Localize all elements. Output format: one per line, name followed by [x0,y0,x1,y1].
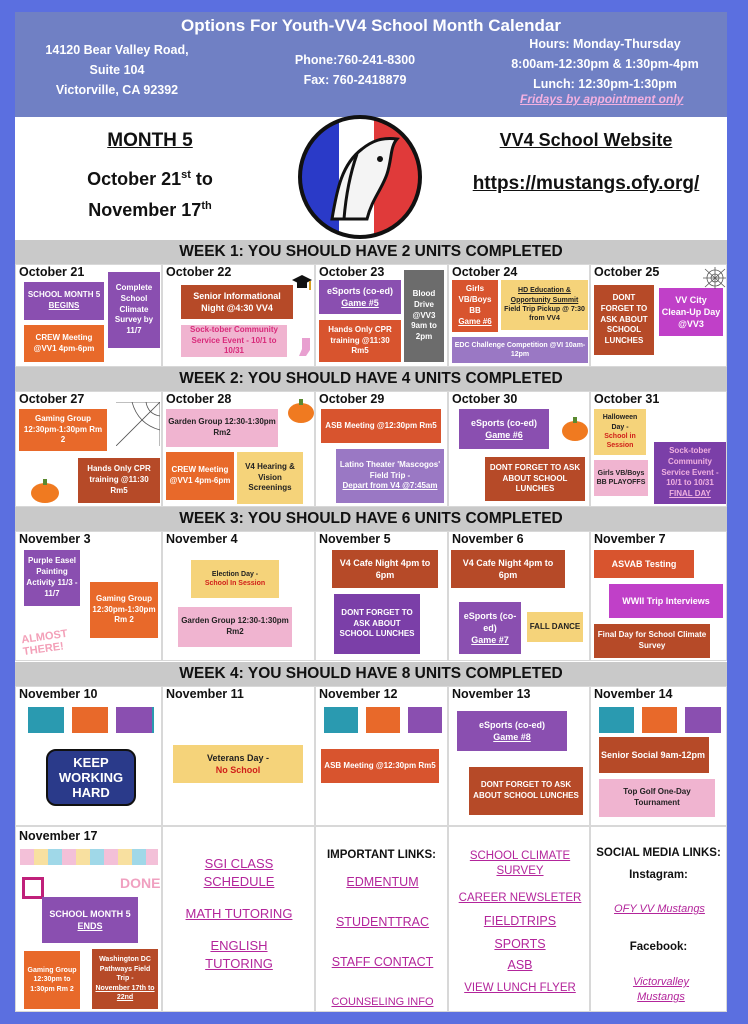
day-oct-27 [15,391,162,507]
event-purple-easel: Purple Easel Painting Activity 11/3 - 11/7 [24,550,80,606]
day-oct-25 [590,264,727,367]
day-nov-12 [315,686,448,826]
event-socktober: Sock-tober Community Service Event - 10/1 to 10/31 [181,325,287,357]
day-label: November 10 [19,687,98,701]
climate-survey-link[interactable]: SCHOOL CLIMATE SURVEY [469,850,571,877]
academic-links [183,855,295,987]
event-link[interactable]: Depart from V4 @7:45am [342,481,438,491]
day-nov-6 [448,531,590,661]
day-nov-11 [162,686,315,826]
event-lunch-reminder: DONT FORGET TO ASK ABOUT SCHOOL LUNCHES [485,457,585,501]
day-label: October 28 [166,392,232,406]
event-gaming-group: Gaming Group 12:30pm-1:30pm Rm 2 [90,582,158,638]
fax-number: Fax: 760-2418879 [303,73,407,87]
sgi-schedule-link[interactable]: SGI CLASS SCHEDULE [203,856,275,889]
contact-info [280,50,430,90]
event-text: No School [215,765,261,775]
facebook-link[interactable]: Victorvalley Mustangs [632,976,690,1003]
day-nov-13 [448,686,590,826]
done-text: DONE [120,875,161,891]
day-oct-21 [15,264,162,367]
event-cafe-night: V4 Cafe Night 4pm to 6pm [451,550,565,588]
event-edc-challenge: EDC Challenge Competition @VI 10am-12pm [452,337,588,363]
event-senior-social: Senior Social 9am-12pm [599,737,709,773]
day-label: October 30 [452,392,518,406]
week-3-banner: WEEK 3: YOU SHOULD HAVE 6 UNITS COMPLETED [15,507,727,531]
day-label: October 21 [19,265,85,279]
event-text: Sock-tober Community Service Event - 10/1 to 10/31 [661,446,719,488]
day-label: October 22 [166,265,232,279]
day-label: October 27 [19,392,85,406]
event-esports [459,409,549,449]
header-banner [15,12,727,117]
event-lunch-reminder: DONT FORGET TO ASK ABOUT SCHOOL LUNCHES [594,285,654,355]
papel-picado-banner [599,707,721,733]
papel-picado-banner [28,707,154,733]
day-label: November 13 [452,687,531,701]
event-climate-survey-final: Final Day for School Climate Survey [594,624,710,658]
event-link[interactable]: FINAL DAY [669,489,711,499]
day-label: November 14 [594,687,673,701]
day-label: October 23 [319,265,385,279]
event-text: Washington DC Pathways Field Trip - [99,956,151,983]
event-climate-survey: Complete School Climate Survey by 11/7 [108,272,160,348]
address-line: 14120 Bear Valley Road, [45,43,189,57]
career-newsletter-link[interactable]: CAREER NEWSLETER [458,892,582,904]
event-dc-trip [92,949,158,1009]
day-nov-17 [15,826,162,1012]
keep-working-hard-sticker: KEEP WORKING HARD [46,749,136,806]
address-line: Suite 104 [89,63,145,77]
day-oct-30 [448,391,590,507]
event-link[interactable]: BEGINS [48,301,80,310]
event-cafe-night: V4 Cafe Night 4pm to 6pm [332,550,438,588]
day-oct-29 [315,391,448,507]
event-month-ends [42,897,138,943]
lunch-flyer-link[interactable]: VIEW LUNCH FLYER [464,982,576,994]
staff-contact-link[interactable]: STAFF CONTACT [331,955,434,969]
links-col-1 [162,826,315,1012]
event-text: Halloween Day - [602,414,638,431]
day-label: November 5 [319,532,391,546]
event-garden-group: Garden Group 12:30-1:30pm Rm2 [178,607,292,647]
day-label: November 11 [166,687,244,701]
event-hearing-vision: V4 Hearing & Vision Screenings [237,452,303,504]
event-cpr-training: Hands Only CPR training @11:30 Rm5 [78,458,160,503]
event-link[interactable]: November 17th to 22nd [95,984,155,1002]
event-top-golf: Top Golf One-Day Tournament [599,779,715,817]
address-line: Victorville, CA 92392 [55,83,179,97]
event-halloween [594,409,646,455]
event-text: School In Session [204,580,266,587]
start-suffix: st [181,169,191,181]
fieldtrips-link[interactable]: FIELDTRIPS [483,914,557,928]
end-date: November 17 [88,200,202,220]
important-links-title: IMPORTANT LINKS: [326,849,437,861]
day-label: October 29 [319,392,385,406]
event-vb-bb-game [452,280,498,332]
month-range [55,162,245,224]
day-label: November 6 [452,532,524,546]
website-link[interactable]: https://mustangs.ofy.org/ [472,173,700,194]
event-text: HD Education & Opportunity Summit [510,287,579,304]
fridays-link[interactable]: Fridays by appointment only [520,92,684,106]
pumpkin-icon [287,398,315,424]
website-label: VV4 School Website [499,130,673,150]
event-text: eSports (co-ed) [326,285,393,296]
day-label: October 24 [452,265,518,279]
event-text: Veterans Day - [206,752,270,763]
day-label: November 3 [19,532,91,546]
day-oct-23 [315,264,448,367]
studenttrac-link[interactable]: STUDENTTRAC [335,915,430,929]
address [37,40,197,100]
calendar-page [15,12,727,1012]
end-suffix: th [201,200,212,212]
event-playoffs: Girls VB/Boys BB PLAYOFFS [594,460,648,496]
website-block [445,130,727,195]
facebook-label: Facebook: [629,941,688,953]
event-link[interactable]: Game #8 [493,732,531,742]
day-label: November 7 [594,532,666,546]
spiderweb-icon [116,402,160,446]
event-text: eSports (co-ed) [463,610,517,633]
social-links-title: SOCIAL MEDIA LINKS: [596,847,721,859]
event-cpr-training: Hands Only CPR training @11:30 Rm5 [319,320,401,362]
event-fall-dance: FALL DANCE [527,612,583,642]
asb-link[interactable]: ASB [507,958,533,972]
hours [485,34,725,94]
phone-number: Phone:760-241-8300 [294,53,416,67]
graduation-cap-icon [291,273,313,295]
month-block [55,130,245,224]
hours-line: Lunch: 12:30pm-1:30pm [533,77,677,91]
day-label: November 17 [19,829,98,843]
instagram-link-wrap [591,903,727,929]
bunting-banner [20,849,158,865]
event-asb-meeting: ASB Meeting @12:30pm Rm5 [321,409,441,443]
edmentum-link[interactable]: EDMENTUM [346,875,419,889]
event-lunch-reminder: DONT FORGET TO ASK ABOUT SCHOOL LUNCHES [334,594,420,654]
event-link[interactable]: Game #6 [458,316,492,326]
event-asb-meeting: ASB Meeting @12:30pm Rm5 [321,749,439,783]
day-oct-28 [162,391,315,507]
event-text: eSports (co-ed) [470,417,537,428]
counseling-info-link[interactable]: COUNSELING INFO [331,996,434,1008]
sock-icon [297,337,315,359]
pumpkin-icon [561,416,589,442]
day-oct-31 [590,391,727,507]
week-4-banner: WEEK 4: YOU SHOULD HAVE 8 UNITS COMPLETED [15,662,727,686]
papel-picado-banner [324,707,442,733]
event-text: SCHOOL MONTH 5 [49,908,131,919]
important-links [316,873,448,1012]
event-wwii-interviews: WWII Trip Interviews [609,584,723,618]
english-tutoring-link[interactable]: ENGLISH TUTORING [205,938,273,971]
math-tutoring-link[interactable]: MATH TUTORING [185,906,293,921]
checkbox-icon [22,877,44,899]
event-esports [459,602,521,654]
month-title: MONTH 5 [107,130,193,151]
event-text: Girls VB/Boys BB [458,284,492,315]
day-nov-4 [162,531,315,661]
event-senior-night: Senior Informational Night @4:30 VV4 [181,285,293,319]
event-esports [319,280,401,314]
instagram-link[interactable]: OFY VV Mustangs [614,903,705,915]
event-clean-up-day: VV City Clean-Up Day @VV3 [659,288,723,336]
event-text: eSports (co-ed) [478,719,545,730]
event-text: Election Day - [211,570,259,578]
event-gaming-group: Gaming Group 12:30pm-1:30pm Rm 2 [19,409,107,451]
day-nov-3 [15,531,162,661]
event-gaming-group: Gaming Group 12:30pm to 1:30pm Rm 2 [24,951,80,1009]
mustang-logo [298,115,422,239]
student-links [453,849,587,1010]
event-crew-meeting: CREW Meeting @VV1 4pm-6pm [24,325,104,362]
event-hd-summit [501,280,588,330]
event-link[interactable]: Game #5 [341,298,379,308]
day-oct-24 [448,264,590,367]
spiderweb-icon [703,267,727,289]
facebook-link-wrap [611,975,711,1012]
event-asvab: ASVAB Testing [594,550,694,578]
day-label: November 4 [166,532,238,546]
day-label: October 31 [594,392,660,406]
event-lunch-reminder: DONT FORGET TO ASK ABOUT SCHOOL LUNCHES [469,767,583,815]
event-text: Field Trip Pickup @ 7:30 from VV4 [504,306,585,323]
event-text: School in Session [604,433,636,450]
event-esports [457,711,567,751]
event-garden-group: Garden Group 12:30-1:30pm Rm2 [166,409,278,447]
day-nov-5 [315,531,448,661]
event-text: SCHOOL MONTH 5 [27,290,101,300]
event-socktober [654,442,726,504]
event-text: Latino Theater 'Mascogos' Field Trip - [339,459,441,480]
event-crew-meeting: CREW Meeting @VV1 4pm-6pm [166,452,234,500]
week-2-banner: WEEK 2: YOU SHOULD HAVE 4 UNITS COMPLETED [15,367,727,391]
sports-link[interactable]: SPORTS [494,937,546,951]
links-col-3 [448,826,590,1012]
event-month-begins [24,282,104,320]
event-blood-drive: Blood Drive @VV3 9am to 2pm [404,270,444,362]
event-veterans-day [173,745,303,783]
hours-line: Hours: Monday-Thursday [529,37,681,51]
day-oct-22 [162,264,315,367]
pumpkin-icon [30,478,60,504]
event-link[interactable]: Game #6 [485,430,523,440]
instagram-label: Instagram: [629,869,688,881]
event-link[interactable]: Game #7 [471,635,509,646]
day-label: October 25 [594,265,660,279]
day-nov-14 [590,686,727,826]
hours-line: 8:00am-12:30pm & 1:30pm-4pm [511,57,699,71]
links-col-2 [315,826,448,1012]
almost-there-text: ALMOST THERE! [20,627,69,659]
event-theater-trip [336,449,444,503]
event-election-day [191,560,279,598]
day-nov-7 [590,531,727,661]
to-word: to [190,169,213,189]
page-title: Options For Youth-VV4 School Month Calendar [181,16,561,35]
start-date: October 21 [87,169,182,189]
event-link[interactable]: ENDS [77,921,103,931]
day-label: November 12 [319,687,398,701]
day-nov-10 [15,686,162,826]
week-1-banner: WEEK 1: YOU SHOULD HAVE 2 UNITS COMPLETED [15,240,727,264]
social-media-col [590,826,727,1012]
